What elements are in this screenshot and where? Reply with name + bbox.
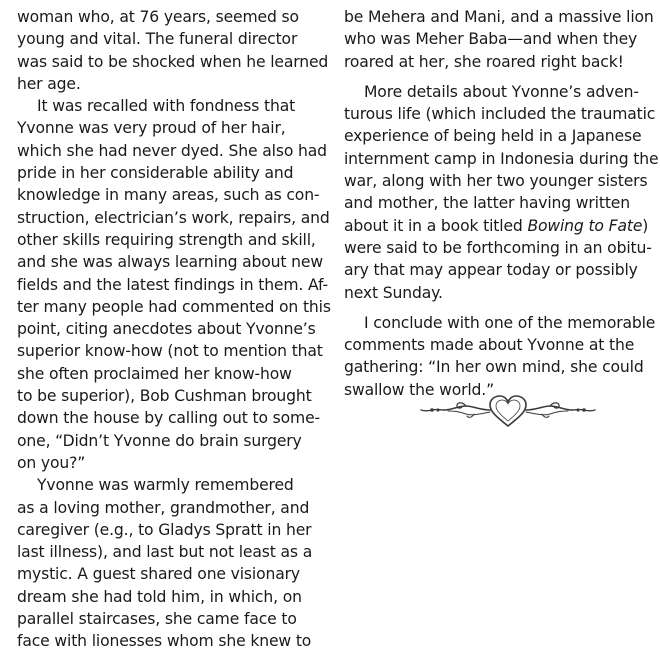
text-line: point, citing anecdotes about Yvonne’s <box>17 320 316 339</box>
text-line: were said to be forthcoming in an obitu- <box>344 238 652 257</box>
text-fragment: about it in a book titled <box>344 216 528 235</box>
text-line: dream she had told him, in which, on <box>17 587 302 606</box>
text-line: and she was always learning about new <box>17 253 323 272</box>
paragraph-2 <box>17 95 331 474</box>
text-line: It was recalled with fondness that <box>37 97 296 116</box>
text-line: which she had never dyed. She also had <box>17 141 327 160</box>
text-line: swallow the world.” <box>344 380 495 399</box>
paragraph-3 <box>17 474 317 652</box>
text-line: caregiver (e.g., to Gladys Spratt in her <box>17 520 312 539</box>
heart-scroll-ornament-icon <box>418 390 598 434</box>
text-line: and mother, the latter having written <box>344 194 630 213</box>
book-title: Bowing to Fate <box>527 216 643 235</box>
text-line: knowledge in many areas, such as con- <box>17 186 320 205</box>
text-line: woman who, at 76 years, seemed so <box>17 8 299 26</box>
text-line: young and vital. The funeral director <box>17 30 298 49</box>
text-line: one, “Didn’t Yvonne do brain surgery <box>17 431 302 450</box>
text-line: roared at her, she roared right back! <box>344 52 624 71</box>
paragraph-1 <box>17 6 329 95</box>
text-line: other skills requiring strength and skill, <box>17 230 316 249</box>
text-line-with-title <box>344 215 652 237</box>
text-line: as a loving mother, grandmother, and <box>17 498 310 517</box>
text-line: mystic. A guest shared one visionary <box>17 565 300 584</box>
text-line: superior know-how (not to mention that <box>17 342 323 361</box>
text-line: face with lionesses whom she knew to <box>17 632 312 651</box>
text-fragment: ) <box>642 216 649 235</box>
text-line: ter many people had commented on this <box>17 297 331 316</box>
text-line: who was Meher Baba—and when they <box>344 30 638 49</box>
paragraph-spacer <box>344 304 652 312</box>
text-line: internment camp in Indonesia during the <box>344 149 659 168</box>
paragraph-spacer <box>344 73 652 81</box>
text-line: gathering: “In her own mind, she could <box>344 358 644 377</box>
text-line: her age. <box>17 74 81 93</box>
text-line: on you?” <box>17 453 86 472</box>
text-line: comments made about Yvonne at the <box>344 336 635 355</box>
text-line: next Sunday. <box>344 283 443 302</box>
text-line: war, along with her two younger sisters <box>344 172 648 191</box>
text-line: Yvonne was very proud of her hair, <box>17 119 286 138</box>
text-line: Yvonne was warmly remembered <box>37 476 294 495</box>
text-line: experience of being held in a Japanese <box>344 127 642 146</box>
text-line: turous life (which included the traumatic <box>344 105 656 124</box>
text-line: was said to be shocked when he learned <box>17 52 329 71</box>
paragraph-continued <box>344 6 652 73</box>
right-column <box>344 6 659 401</box>
text-line: I conclude with one of the memorable <box>364 313 656 332</box>
text-line: to be superior), Bob Cushman brought <box>17 387 312 406</box>
text-line: fields and the latest findings in them. Af- <box>17 275 328 294</box>
paragraph-details <box>344 81 659 304</box>
paragraph-conclusion <box>344 312 656 401</box>
text-line: down the house by calling out to some- <box>17 409 320 428</box>
text-line: she often proclaimed her know-how <box>17 364 292 383</box>
left-column <box>17 6 331 653</box>
text-line: be Mehera and Mani, and a massive lion <box>344 8 654 26</box>
text-line: struction, electrician’s work, repairs, and <box>17 208 330 227</box>
text-line: More details about Yvonne’s adven- <box>364 82 639 101</box>
text-line: pride in her considerable ability and <box>17 164 294 183</box>
text-line: last illness), and last but not least as a <box>17 543 313 562</box>
text-line: ary that may appear today or possibly <box>344 261 638 280</box>
text-line: parallel staircases, she came face to <box>17 610 297 629</box>
